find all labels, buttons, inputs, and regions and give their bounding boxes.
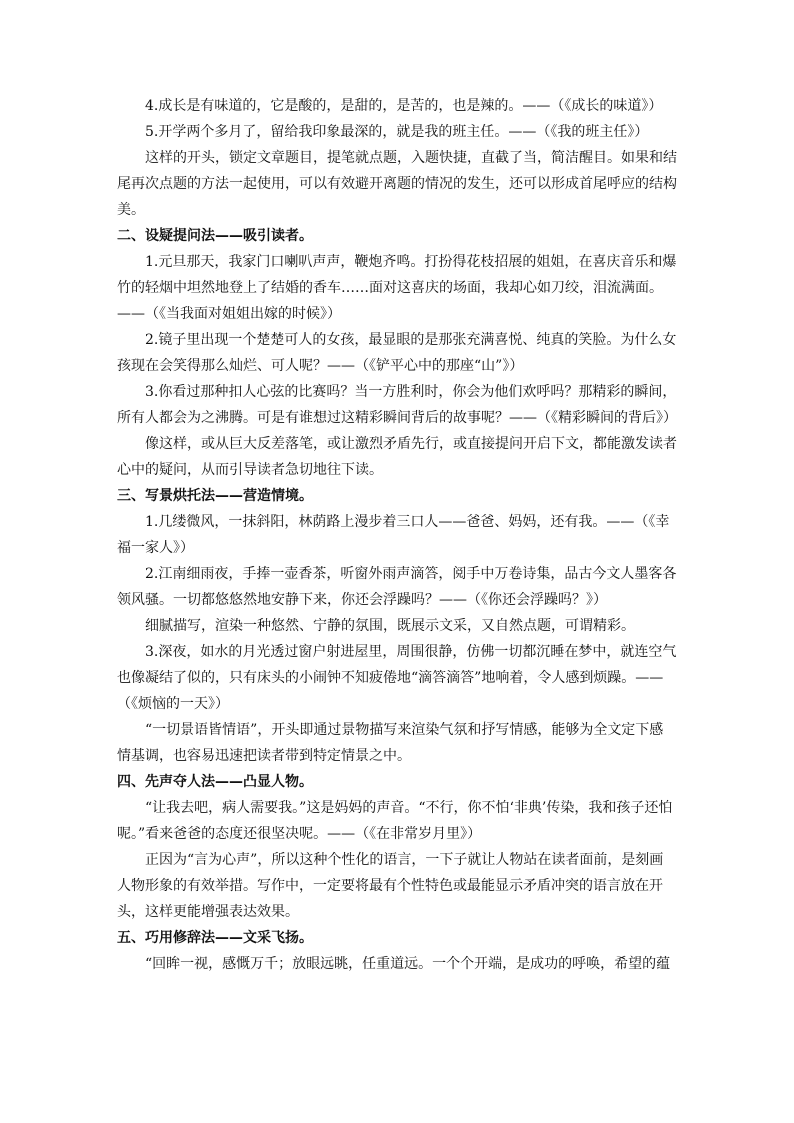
summary-direct-title: 这样的开头，锁定文章题目，提笔就点题，入题快捷，直截了当，简洁醒目。如果和结尾再次点题的方法一起使用，可以有效避开离题的情况的发生，还可以形成首尾呼应的结构美。 bbox=[117, 150, 677, 218]
example-growth-taste: 4.成长是有味道的，它是酸的，是甜的，是苦的，也是辣的。——（《成长的味道》） bbox=[145, 98, 663, 114]
section-heading-scenery: 三、写景烘托法——营造情境。 bbox=[117, 488, 313, 504]
example-exciting-moment: 3.你看过那种扣人心弦的比赛吗？当一方胜利时，你会为他们欢呼吗？那精彩的瞬间，所有人都会为之沸腾。可是有谁想过这精彩瞬间背后的故事呢？——（《精彩瞬间的背后》） bbox=[117, 384, 677, 426]
summary-voice: 正因为“言为心声”，所以这种个性化的语言，一下子就让人物站在读者面前，是刻画人物形象的有效举措。写作中，一定要将最有个性特色或最能显示矛盾冲突的语言放在开头，这样更能增强表达效果。 bbox=[117, 852, 664, 920]
example-annoying-day: 3.深夜，如水的月光透过窗户射进屋里，周围很静，仿佛一切都沉睡在梦中，就连空气也像凝结了似的，只有床头的小闹钟不知疲倦地“滴答滴答”地响着，令人感到烦躁。——（《烦恼的一天》） bbox=[117, 644, 677, 712]
summary-scenery: “一切景语皆情语”，开头即通过景物描写来渲染气氛和抒写情感，能够为全文定下感情基调，也容易迅速把读者带到特定情景之中。 bbox=[117, 722, 664, 764]
example-mirror-girl: 2.镜子里出现一个楚楚可人的女孩，最显眼的是那张充满喜悦、纯真的笑脸。为什么女孩现在会笑得那么灿烂、可人呢？——（《铲平心中的那座“山”》） bbox=[117, 332, 677, 374]
section-heading-rhetoric: 五、巧用修辞法——文采飞扬。 bbox=[117, 930, 313, 946]
example-happy-family: 1.几缕微风，一抹斜阳，林荫路上漫步着三口人——爸爸、妈妈，还有我。——（《幸福一家人》） bbox=[117, 514, 670, 556]
section-heading-voice: 四、先声夺人法——凸显人物。 bbox=[117, 774, 313, 790]
example-rhetoric-start: “回眸一视，感慨万千；放眼远眺，任重道远。一个个开端，是成功的呼唤，希望的蕴 bbox=[145, 956, 671, 972]
document-page bbox=[117, 93, 677, 977]
example-homeroom-teacher: 5.开学两个多月了，留给我印象最深的，就是我的班主任。——（《我的班主任》） bbox=[145, 124, 649, 140]
section-heading-questioning: 二、设疑提问法——吸引读者。 bbox=[117, 228, 313, 244]
summary-questioning: 像这样，或从巨大反差落笔，或让激烈矛盾先行，或直接提问开启下文，都能激发读者心中的疑问，从而引导读者急切地往下读。 bbox=[117, 436, 677, 478]
example-unusual-times: “让我去吧，病人需要我。”这是妈妈的声音。“不行，你不怕‘非典’传染，我和孩子还怕呢。”看来爸爸的态度还很坚决呢。——（《在非常岁月里》） bbox=[117, 800, 673, 842]
example-sister-wedding: 1.元旦那天，我家门口喇叭声声，鞭炮齐鸣。打扮得花枝招展的姐姐，在喜庆音乐和爆竹的轻烟中坦然地登上了结婚的香车……面对这喜庆的场面，我却心如刀绞，泪流满面。——（《当我面对姐姐出嫁的时候》） bbox=[117, 254, 677, 322]
note-description: 细腻描写，渲染一种悠然、宁静的氛围，既展示文采，又自然点题，可谓精彩。 bbox=[145, 618, 635, 634]
example-jiangnan-rain: 2.江南细雨夜，手捧一壶香茶，听窗外雨声滴答，阅手中万卷诗集，品古今文人墨客各领风骚。一切都悠悠然地安静下来，你还会浮躁吗？——（《你还会浮躁吗？》） bbox=[117, 566, 677, 608]
